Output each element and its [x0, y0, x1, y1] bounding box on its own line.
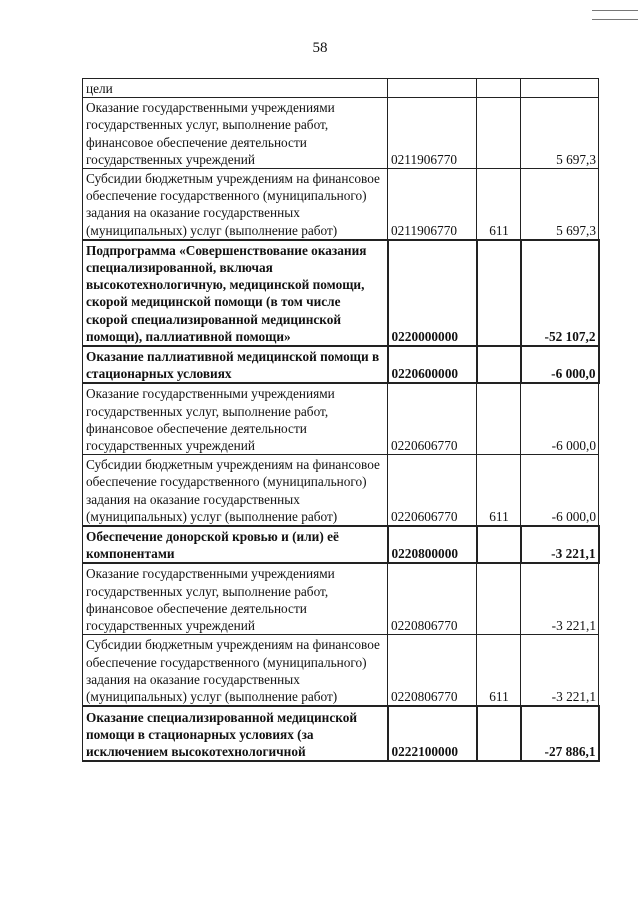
- table-row: [83, 383, 599, 454]
- row-name-cell: Субсидии бюджетным учреждениям на финансовое обеспечение государственного (муниципального) задания на оказание государственных (муниципальных) услуг (выполнение работ): [83, 635, 388, 706]
- table-row: [83, 455, 599, 526]
- row-name-cell: Субсидии бюджетным учреждениям на финансовое обеспечение государственного (муниципального) задания на оказание государственных (муниципальных) услуг (выполнение работ): [83, 455, 388, 526]
- row-name-cell: Оказание паллиативной медицинской помощи в стационарных условиях: [83, 346, 388, 383]
- row-sum-cell: [521, 79, 599, 98]
- row-sum-cell: -3 221,1: [521, 526, 599, 563]
- row-type-cell: [477, 98, 521, 169]
- row-sum-cell: -52 107,2: [521, 240, 599, 346]
- row-sum-cell: -6 000,0: [521, 346, 599, 383]
- row-type-cell: [477, 706, 521, 761]
- row-name-cell: Обеспечение донорской кровью и (или) её компонентами: [83, 526, 388, 563]
- budget-table: [82, 78, 600, 762]
- row-type-cell: [477, 563, 521, 634]
- table-row: [83, 635, 599, 706]
- table-row-program: [83, 706, 599, 761]
- table-row: [83, 169, 599, 240]
- row-code-cell: 0211906770: [388, 169, 477, 240]
- row-code-cell: 0220606770: [388, 455, 477, 526]
- row-name-cell: Оказание государственными учреждениями государственных услуг, выполнение работ, финансовое обеспечение деятельности государственных учреждений: [83, 98, 388, 169]
- row-type-cell: 611: [477, 169, 521, 240]
- row-sum-cell: -27 886,1: [521, 706, 599, 761]
- table-row: [83, 563, 599, 634]
- row-code-cell: 0211906770: [388, 98, 477, 169]
- row-name-cell: Субсидии бюджетным учреждениям на финансовое обеспечение государственного (муниципального) задания на оказание государственных (муниципальных) услуг (выполнение работ): [83, 169, 388, 240]
- row-type-cell: [477, 346, 521, 383]
- row-type-cell: [477, 526, 521, 563]
- table-row-program: [83, 526, 599, 563]
- row-type-cell: [477, 383, 521, 454]
- row-code-cell: 0220000000: [388, 240, 477, 346]
- row-code-cell: 0222100000: [388, 706, 477, 761]
- table-row: [83, 79, 599, 98]
- row-name-cell: Оказание государственными учреждениями государственных услуг, выполнение работ, финансовое обеспечение деятельности государственных учреждений: [83, 383, 388, 454]
- row-type-cell: [477, 240, 521, 346]
- row-name-cell: Оказание государственными учреждениями государственных услуг, выполнение работ, финансовое обеспечение деятельности государственных учреждений: [83, 563, 388, 634]
- row-name-cell: цели: [83, 79, 388, 98]
- row-type-cell: [477, 79, 521, 98]
- row-name-cell: Оказание специализированной медицинской помощи в стационарных условиях (за исключением высокотехнологичной: [83, 706, 388, 761]
- row-sum-cell: 5 697,3: [521, 98, 599, 169]
- row-code-cell: [388, 79, 477, 98]
- row-type-cell: 611: [477, 635, 521, 706]
- row-sum-cell: -6 000,0: [521, 383, 599, 454]
- table-row-program: [83, 240, 599, 346]
- row-code-cell: 0220806770: [388, 635, 477, 706]
- row-name-cell: Подпрограмма «Совершенствование оказания специализированной, включая высокотехнологичную, медицинской помощи, скорой медицинской помощи (в том числе скорой специализированной медицинской помощи), паллиативной помощи»: [83, 240, 388, 346]
- row-sum-cell: -6 000,0: [521, 455, 599, 526]
- row-sum-cell: 5 697,3: [521, 169, 599, 240]
- scan-edge-mark: [592, 10, 638, 20]
- row-code-cell: 0220600000: [388, 346, 477, 383]
- page-number: 58: [312, 40, 328, 56]
- row-code-cell: 0220606770: [388, 383, 477, 454]
- row-sum-cell: -3 221,1: [521, 635, 599, 706]
- table-row-program: [83, 346, 599, 383]
- row-type-cell: 611: [477, 455, 521, 526]
- budget-table-body: [83, 79, 599, 762]
- row-code-cell: 0220806770: [388, 563, 477, 634]
- table-row: [83, 98, 599, 169]
- row-code-cell: 0220800000: [388, 526, 477, 563]
- row-sum-cell: -3 221,1: [521, 563, 599, 634]
